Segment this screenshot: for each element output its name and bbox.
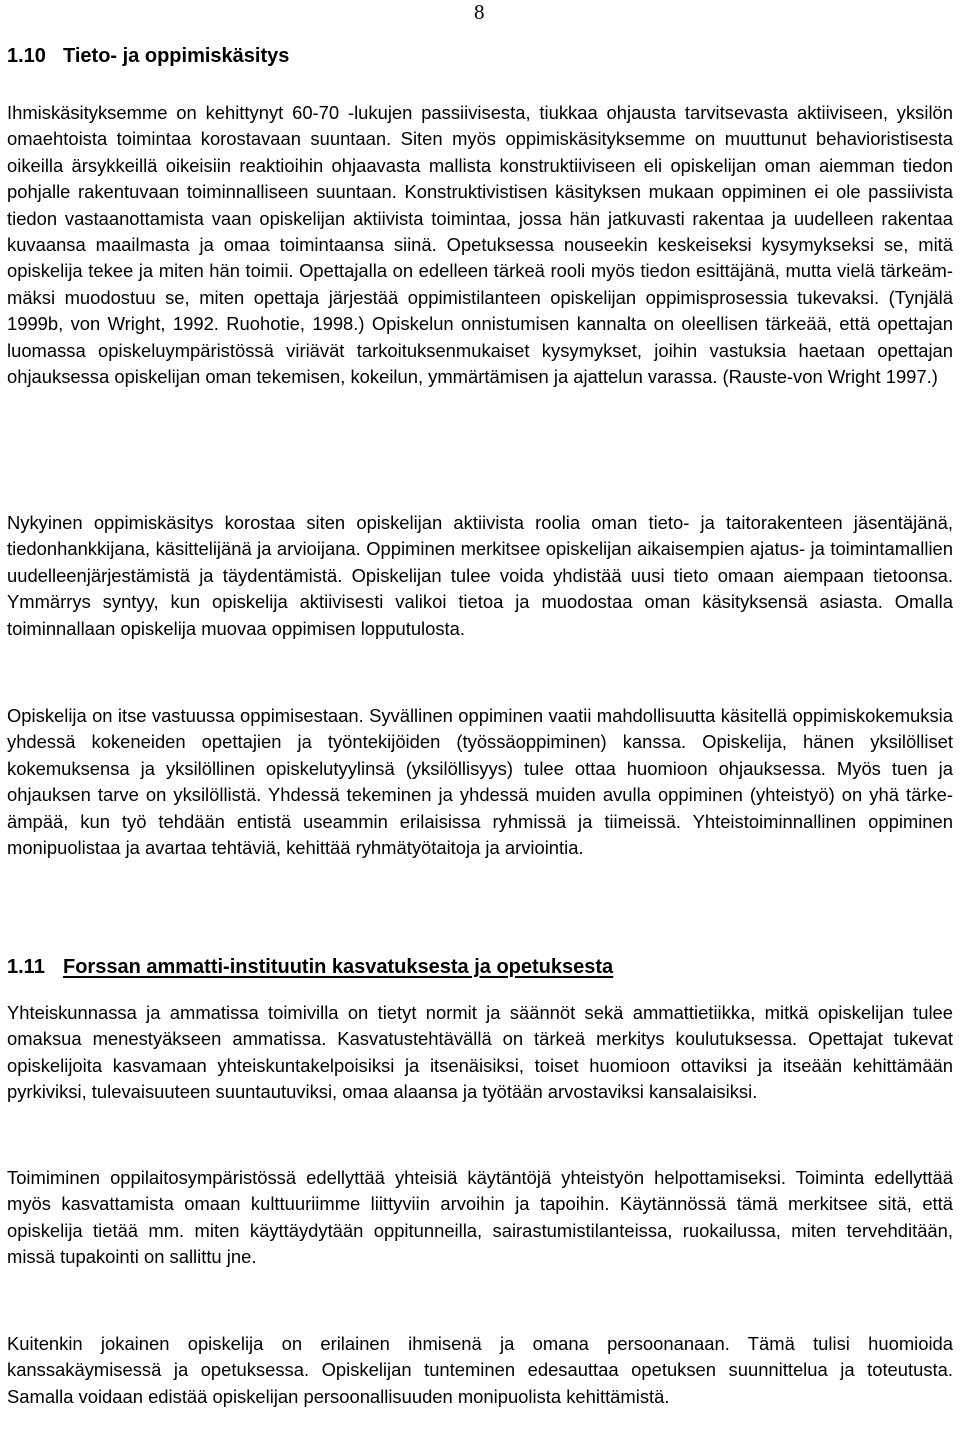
paragraph: Nykyinen oppimiskäsitys korostaa siten opiskelijan aktiivista roolia oman tieto- ja taitorakenteen jäsentäjänä, tiedonhankkijana, käsittelijänä ja arvioijana. Oppiminen merkitsee opiskelijan aikaisempien ajatus- ja toimintamallien uudelleenjärjestämistä ja täydentämistä. Opiskelijan tulee voida yhdistää uusi tieto omaan aiempaan tietoonsa. Ymmärrys syntyy, kun opiskelija aktiivisesti valikoi tietoa ja muodostaa oman käsityksensä asiasta. Omalla toiminnallaan opiskelija muovaa oppimisen lopputulosta. — [7, 512, 953, 639]
section-title: Tieto- ja oppimiskäsitys — [63, 45, 290, 67]
page-number: 8 — [474, 0, 485, 24]
section-number: 1.11 — [7, 956, 45, 978]
section-heading — [7, 44, 289, 68]
section-title: Forssan ammatti-instituutin kasvatuksesta ja opetuksesta — [63, 956, 614, 978]
paragraph: Kuitenkin jokainen opiskelija on erilainen ihmisenä ja omana persoonanaan. Tämä tulisi huomioida kanssakäymisessä ja opetuksessa. Opiskelijan tunteminen edesauttaa opetuksen suunnittelua ja toteutusta. Samalla voidaan edistää opiskelijan persoonallisuuden monipuolista kehittämistä. — [7, 1333, 953, 1407]
paragraph: Ihmiskäsityksemme on kehittynyt 60-70 -lukujen passiivisesta, tiukkaa ohjausta tarvitsevasta aktiiviseen, yksilön omaehtoista toimintaa korostavaan suuntaan. Siten myös oppimiskäsityksemme on muuttunut behavioristisesta oikeilla ärsykkeillä oikeisiin reaktioihin ohjaavasta mallista konstruktiiviseen eli opiskelijan oman aiemman tiedon pohjalle rakentuvaan toiminnalliseen suuntaan. Konstruktivistisen käsityksen mukaan oppiminen ei ole passiivista tiedon vastaanottamista vaan opiskelijan aktiivista toimintaa, jossa hän jatkuvasti rakentaa ja uudelleen rakentaa kuvaansa maailmasta ja omaa toimintaansa siinä. Opetuksessa nouseekin keskeiseksi kysymykseksi se, mitä opiskelija tekee ja miten hän toimii. Opettajalla on edelleen tärkeä rooli myös tiedon esittäjänä, mutta vielä tärkeämmäksi muodostuu se, miten opettaja järjestää oppimistilanteen opiskelijan oppimisprosessia tukevaksi. (Tynjälä 1999b, von Wright, 1992. Ruohotie, 1998.) Opiskelun onnistumisen kannalta on oleellisen tärkeää, että opettajan luomassa opiskeluympäristössä viriävät tarkoituksenmukaiset kysymykset, joihin vastuksia haetaan opettajan ohjauksessa opiskelijan oman tekemisen, kokeilun, ymmärtämisen ja ajattelun varassa. (Rauste-von Wright 1997.) — [7, 102, 953, 388]
section-heading — [7, 955, 613, 979]
paragraph: Yhteiskunnassa ja ammatissa toimivilla on tietyt normit ja säännöt sekä ammattietiikka, mitkä opiskelijan tulee omaksua menestyäkseen ammatissa. Kasvatustehtävällä on tärkeä merkitys koulutuksessa. Opettajat tukevat opiskelijoita kasvamaan yhteiskuntakelpoisiksi ja itsenäisiksi, toiset huomioon ottaviksi ja itseään kehittämään pyrkiviksi, tulevaisuuteen suuntautuviksi, omaa alaansa ja työtään arvostaviksi kansalaisiksi. — [7, 1002, 953, 1103]
section-number: 1.10 — [7, 45, 46, 67]
paragraph: Toimiminen oppilaitosympäristössä edellyttää yhteisiä käytäntöjä yhteistyön helpottamiseksi. Toiminta edellyttää myös kasvattamista omaan kulttuuriimme liittyviin arvoihin ja tapoihin. Käytännössä tämä merkitsee sitä, että opiskelija tietää mm. miten käyttäydytään oppitunneilla, sairastumistilanteissa, ruokailussa, miten tervehditään, missä tupakointi on sallittu jne. — [7, 1167, 953, 1268]
paragraph: Opiskelija on itse vastuussa oppimisestaan. Syvällinen oppiminen vaatii mahdollisuutta käsitellä oppimiskokemuksia yhdessä kokeneiden opettajien ja työntekijöiden (työssäoppiminen) kanssa. Opiskelija, hänen yksilölliset kokemuksensa ja yksilöllinen opiskelutyylinsä (yksilöllisyys) tulee ottaa huomioon ohjauksessa. Myös tuen ja ohjauksen tarve on yksilöllistä. Yhdessä tekeminen ja yhdessä muiden avulla oppiminen (yhteistyö) on yhä tärkeämpää, kun työ tehdään entistä useammin erilaisissa ryhmissä ja tiimeissä. Yhteistoiminnallinen oppiminen monipuolistaa ja avartaa tehtäviä, kehittää ryhmätyötaitoja ja arviointia. — [7, 705, 953, 859]
